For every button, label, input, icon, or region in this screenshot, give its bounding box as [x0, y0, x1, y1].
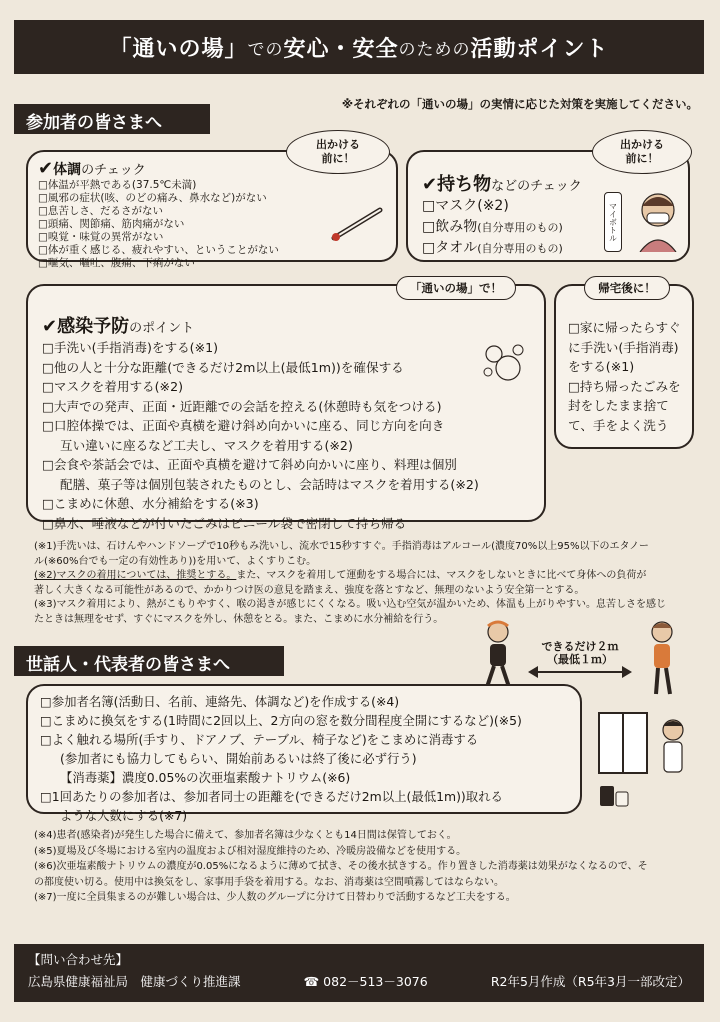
list-item: □嗅覚・味覚の異常がない [38, 231, 164, 243]
walking-person-icon [468, 618, 528, 694]
distance-label: できるだけ２ｍ （最低１ｍ） [541, 640, 619, 666]
phone-number: 082－513－3076 [323, 974, 428, 989]
list-item: □タオル(自分専用のもの) [422, 240, 563, 256]
page-title: 「通いの場」 での 安心・安全 のための 活動ポイント [14, 20, 704, 74]
list-item: □嘔気、嘔吐、腹痛、下痢がない [38, 257, 195, 269]
before-going-bubble-right: 出かける 前に！ [592, 130, 692, 174]
standing-person-icon [636, 618, 688, 698]
note-line: (※5)夏場及び冬場における室内の温度および相対湿度維持のため、冷暖房設備などを使用する。 [34, 845, 467, 857]
list-item: □大声での発声、正面・近距離での会話を控える(休憩時も気をつける) [42, 398, 442, 414]
organizers-header: 世話人・代表者の皆さまへ [14, 646, 284, 676]
note-line: の都度使い切る。使用中は換気をし、家事用手袋を着用する。なお、消毒薬は空間噴霧してはならない。 [34, 876, 504, 888]
participants-header: 参加者の皆さまへ [14, 104, 210, 134]
prevention-title: ✔感染予防のポイント [42, 316, 195, 337]
list-item: □体が重く感じる、疲れやすい、ということがない [38, 244, 279, 256]
note-line: ル(※60%台でも一定の有効性あり))を用いて、よくすりこむ。 [34, 555, 317, 567]
list-item: □会食や茶話会では、正面や真横を避けて斜め向かいに座り、料理は個別 [42, 457, 457, 472]
phone-icon: ☎ [303, 974, 324, 989]
list-item: ような人数にする(※7) [60, 808, 188, 823]
list-item: □風邪の症状(咳、のどの痛み、鼻水など)がない [38, 192, 267, 204]
after-return-list [568, 318, 682, 435]
list-item: (参加者にも協力してもらい、開始前あるいは終了後に必ず行う) [60, 751, 417, 766]
note-line: たときは無理をせず、すぐにマスクを外し、休憩をとる。また、こまめに水分補給を行う。 [34, 613, 444, 625]
contact-footer [14, 944, 704, 1002]
window-icon [598, 712, 648, 774]
list-item: □マスクを着用する(※2) [42, 379, 184, 394]
after-return-pill: 帰宅後に！ [584, 276, 670, 300]
list-item: □マスク(※2) [422, 198, 509, 214]
list-item: □体温が平熱である(37.5℃未満) [38, 179, 197, 191]
notice-text: ※それぞれの「通いの場」の実情に応じた対策を実施してください。 [341, 97, 698, 111]
cleaning-person-icon [650, 716, 696, 778]
list-item: 【消毒薬】濃度0.05%の次亜塩素酸ナトリウム(※6) [60, 770, 351, 785]
list-item: □口腔体操では、正面や真横を避け斜め向かいに座る、同じ方向を向き [42, 418, 445, 433]
list-item: □鼻水、唾液などが付いたごみはビニール袋で密閉して持ち帰る [42, 515, 407, 531]
list-item: □息苦しさ、だるさがない [38, 205, 164, 217]
belongings-title: ✔持ち物などのチェック [422, 174, 582, 195]
prevention-box [26, 284, 546, 531]
note-line: (※6)次亜塩素酸ナトリウムの濃度が0.05%になるように薄めて拭き、その後水拭きする。作り置きした消毒薬は効果がなくなるので、そ [34, 861, 648, 873]
note-line: (※4)患者(感染者)が発生した場合に備えて、参加者名簿は少なくとも14日間は保管しておく。 [34, 830, 457, 841]
list-item: □こまめに休憩、水分補給をする(※3) [42, 496, 259, 511]
organizer-list [40, 692, 568, 825]
organizer-box [26, 684, 582, 823]
masked-person-icon [634, 188, 682, 252]
health-check-title: ✔体調のチェック [38, 158, 146, 179]
list-item: □よく触れる場所(手すり、ドアノブ、テーブル、椅子など)をこまめに消毒する [40, 732, 479, 747]
note-line: (※1)手洗いは、石けんやハンドソープで10秒もみ洗いし、流水で15秒すすぐ。手指消毒はアルコール(濃度70%以上95%以下のエタノー [34, 541, 649, 552]
list-item: □頭痛、関節痛、筋肉痛がない [38, 218, 185, 230]
before-going-bubble-left: 出かける 前に！ [286, 130, 390, 174]
note-line: 著しく大きくなる可能性があるので、かかりつけ医の意見を踏まえ、強度を落とすなど、無理のないよう安全第一とする。 [34, 584, 585, 596]
water-bottle-icon: マイボトル [604, 192, 622, 252]
note-line: (※3)マスク着用により、熱がこもりやすく、喉の渇きが感じにくくなる。吸い込む空気が温かいため、体温も上がりやすい。息苦しさを感じ [34, 599, 666, 611]
hand-wash-icon [478, 338, 528, 386]
created-date: R2年5月作成（R5年3月一部改定） [490, 974, 690, 989]
note-line: (※7)一度に全員集まるのが難しい場合は、少人数のグループに分けて日替わりで活動するなど工夫をする。 [34, 892, 516, 904]
list-item: 配膳、菓子等は個別包装されたものとし、会話時はマスクを着用する(※2) [60, 476, 479, 492]
list-item: □家に帰ったらすぐに手洗い(手指消毒)をする(※1) [568, 320, 681, 374]
spray-bottle-icon [596, 778, 630, 808]
phone-row [304, 972, 428, 990]
list-item: 互い違いに座るなど工夫し、マスクを着用する(※2) [60, 437, 353, 453]
list-item: □こまめに換気をする(1時間に2回以上、2方向の窓を数分間程度全開にするなど)(※5) [40, 713, 522, 728]
note-line: (※2)マスクの着用については、推奨とする。また、マスクを着用して運動をする場合には、マスクをしないときに比べて身体への負荷が [34, 570, 647, 582]
list-item: □1回あたりの参加者は、参加者同士の距離を(できるだけ2m以上(最低1m))取れる [40, 789, 503, 804]
thermometer-icon [328, 204, 388, 244]
list-item: □持ち帰ったごみを封をしたまま捨てて、手をよく洗う [568, 378, 681, 433]
org-name: 広島県健康福祉局 健康づくり推進課 [28, 974, 241, 989]
contact-label: 【問い合わせ先】 [28, 952, 129, 967]
list-item: □他の人と十分な距離(できるだけ2m以上(最低1m))を確保する [42, 359, 404, 375]
list-item: □参加者名簿(活動日、名前、連絡先、体調など)を作成する(※4) [40, 694, 400, 709]
list-item: □飲み物(自分専用のもの) [422, 219, 563, 235]
list-item: □手洗い(手指消毒)をする(※1) [42, 340, 219, 355]
participant-notes [34, 540, 694, 628]
organizer-notes [34, 828, 694, 906]
distance-arrow-icon [528, 666, 632, 678]
prevention-list [42, 338, 530, 533]
at-venue-pill: 「通いの場」で！ [396, 276, 516, 300]
after-return-box [554, 284, 694, 449]
